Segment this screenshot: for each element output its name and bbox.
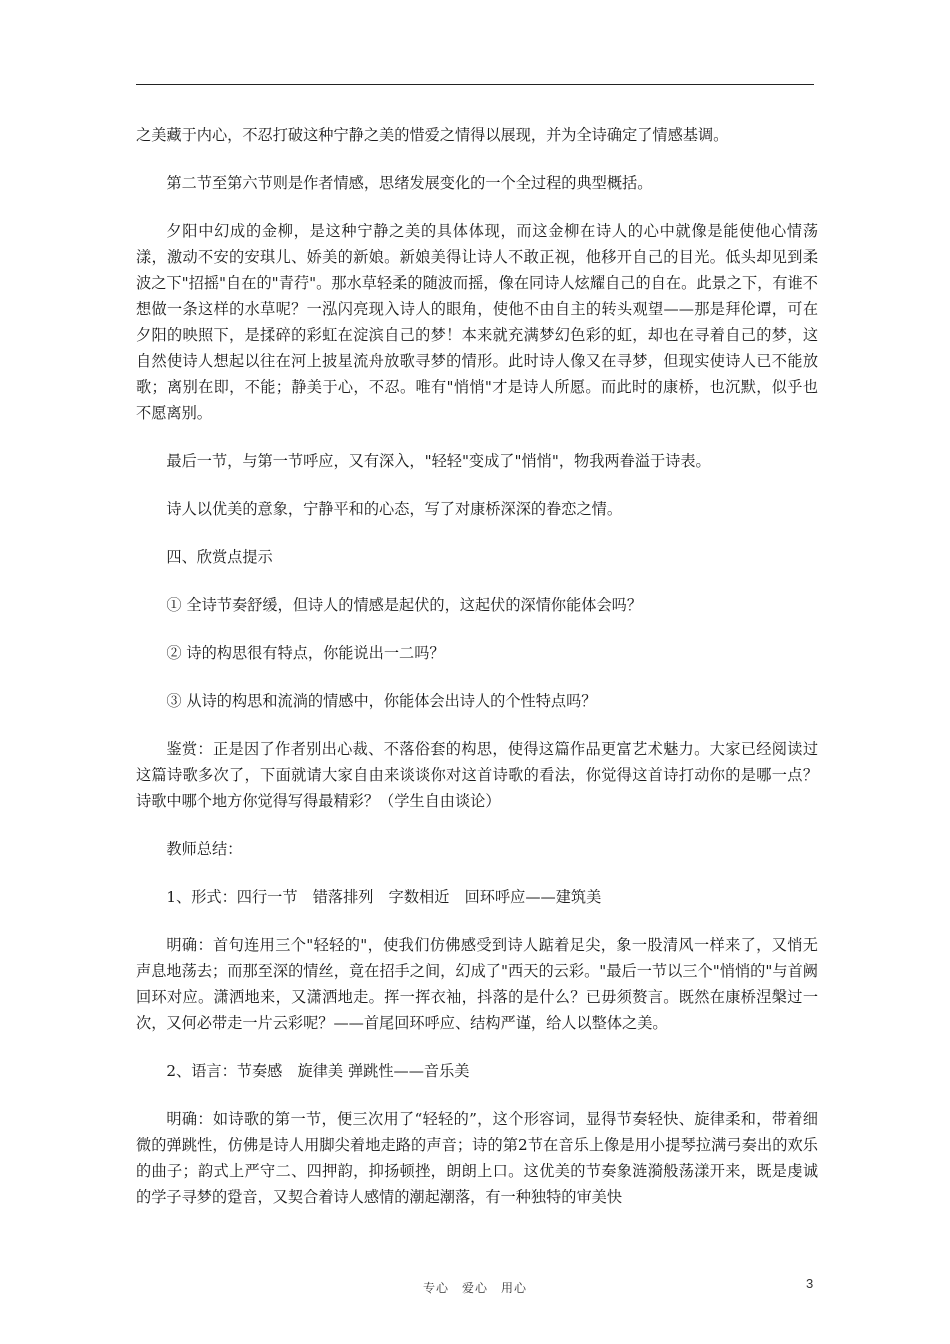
question-item: ③ 从诗的构思和流淌的情感中，你能体会出诗人的个性特点吗？	[166, 692, 597, 710]
paragraph: 最后一节，与第一节呼应，又有深入，"轻轻"变成了"悄悄"，物我两眷溢于诗表。	[166, 452, 711, 470]
paragraph: 诗人以优美的意象，宁静平和的心态，写了对康桥深深的眷恋之情。	[166, 500, 623, 518]
section-heading: 四、欣赏点提示	[166, 548, 273, 566]
summary-point: 2、语言：节奏感 旋律美 弹跳性——音乐美	[166, 1062, 470, 1080]
paragraph: 夕阳中幻成的金柳，是这种宁静之美的具体体现，而这金柳在诗人的心中就像是能使他心情荡漾，激动不安的安琪儿、娇美的新娘。新娘美得让诗人不敢正视，他移开自己的目光。低头却见到柔波之下"招摇"自在的"青荇"。那水草轻柔的随波而摇，像在同诗人炫耀自己的自在。此景之下，有谁不想做一条这样的水草呢？一泓闪亮现入诗人的眼角，使他不由自主的转头观望——那是拜伦谭，可在夕阳的映照下，是揉碎的彩虹在淀滨自己的梦！本来就充满梦幻色彩的虹，却也在寻着自己的梦，这自然使诗人想起以往在河上披星流舟放歌寻梦的情形。此时诗人像又在寻梦，但现实使诗人已不能放歌；离别在即，不能；静美于心，不忍。唯有"悄悄"才是诗人所愿。而此时的康桥，也沉默，似乎也不愿离别。	[136, 222, 818, 422]
header-divider	[136, 84, 814, 85]
paragraph: 第二节至第六节则是作者情感，思绪发展变化的一个全过程的典型概括。	[166, 174, 653, 192]
paragraph: 鉴赏：正是因了作者别出心裁、不落俗套的构思，使得这篇作品更富艺术魅力。大家已经阅读过这篇诗歌多次了，下面就请大家自由来谈谈你对这首诗歌的看法，你觉得这首诗打动你的是哪一点？诗歌中哪个地方你觉得写得最精彩？（学生自由谈论）	[136, 740, 818, 810]
paragraph: 明确：如诗歌的第一节，便三次用了“轻轻的”，这个形容词，显得节奏轻快、旋律柔和，带着细微的弹跳性，仿佛是诗人用脚尖着地走路的声音；诗的第2节在音乐上像是用小提琴拉满弓奏出的欢乐的曲子；韵式上严守二、四押韵，抑扬顿挫，朗朗上口。这优美的节奏象涟漪般荡漾开来，既是虔诚的学子寻梦的跫音，又契合着诗人感情的潮起潮落，有一种独特的审美快	[136, 1110, 818, 1206]
subheading: 教师总结：	[166, 840, 243, 858]
question-item: ① 全诗节奏舒缓，但诗人的情感是起伏的，这起伏的深情你能体会吗？	[166, 596, 643, 614]
paragraph: 明确：首句连用三个"轻轻的"，使我们仿佛感受到诗人踮着足尖，象一股清风一样来了，又悄无声息地荡去；而那至深的情丝，竟在招手之间，幻成了"西天的云彩。"最后一节以三个"悄悄的"与首阙回环对应。潇洒地来，又潇洒地走。挥一挥衣袖，抖落的是什么？已毋须赘言。既然在康桥涅槃过一次，又何必带走一片云彩呢？——首尾回环呼应、结构严谨，给人以整体之美。	[136, 936, 818, 1032]
document-body	[136, 122, 818, 1232]
footer-motto: 专心 爱心 用心	[422, 1281, 527, 1295]
question-item: ② 诗的构思很有特点，你能说出一二吗？	[166, 644, 445, 662]
paragraph: 之美藏于内心，不忍打破这种宁静之美的惜爱之情得以展现，并为全诗确定了情感基调。	[136, 126, 729, 144]
summary-point: 1、形式：四行一节 错落排列 字数相近 回环呼应——建筑美	[166, 888, 602, 906]
page-number: 3	[806, 1276, 814, 1291]
